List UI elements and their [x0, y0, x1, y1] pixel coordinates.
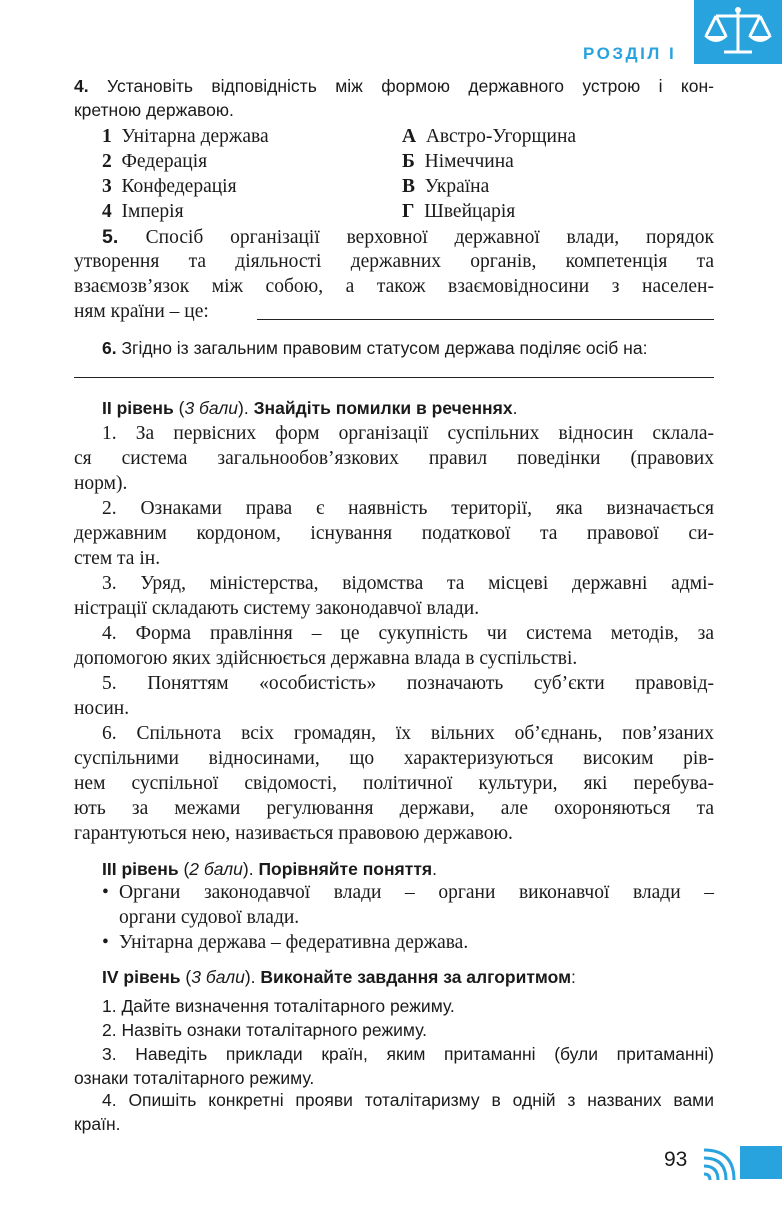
- level2-s5-line2: носин.: [74, 698, 130, 719]
- level2-s6-line2: суспільними відносинами, що характеризуються високим рів-: [74, 748, 714, 769]
- level2-s1-line1: 1. За первісних форм організації суспільних відносин склала-: [102, 423, 714, 444]
- task4-line1: 4. Установіть відповідність між формою державного устрою і кон-: [74, 76, 714, 96]
- level4-item-4-line1: 4. Опишіть конкретні прояви тоталітаризму в одній з названих вами: [102, 1090, 714, 1110]
- level2-s6-line4: ють за межами регулювання держави, але охороняються та: [74, 798, 714, 819]
- level2-s5-line1: 5. Поняттям «особистість» позначають суб’єкти правовід-: [102, 673, 714, 694]
- task6-line: 6. Згідно із загальним правовим статусом держава поділяє осіб на:: [102, 338, 648, 358]
- level2-s1-line2: ся система загальнообов’язкових правил поведінки (правових: [74, 448, 714, 469]
- page-number: 93: [664, 1148, 688, 1171]
- match-left-1: 1 Унітарна держава: [102, 126, 269, 147]
- match-left-2: 2 Федерація: [102, 151, 208, 172]
- match-right-b: Б Німеччина: [402, 151, 514, 172]
- task5-answer-line[interactable]: [257, 319, 714, 320]
- signal-waves-icon: [700, 1144, 744, 1180]
- level2-s2-line2: державним кордоном, існування податкової та правової си-: [74, 523, 714, 544]
- level2-s3-line2: ністрації складають систему законодавчої влади.: [74, 598, 480, 619]
- task5-line1: 5. Спосіб організації верховної державної влади, порядок: [102, 226, 714, 248]
- level3-b2-line1: Унітарна держава – федеративна держава.: [119, 932, 469, 953]
- level4-item-4-line2: країн.: [74, 1114, 121, 1134]
- level2-s2-line1: 2. Ознаками права є наявність території, яка визначається: [102, 498, 714, 519]
- footer-accent-bar: [740, 1146, 782, 1179]
- level2-s4-line2: допомогою яких здійснюється державна влада в суспільстві.: [74, 648, 578, 669]
- task5-line3: взаємозв’язок між собою, а також взаємовідносини з населен-: [74, 276, 714, 297]
- level2-s3-line1: 3. Уряд, міністерства, відомства та місцеві державні адмі-: [102, 573, 714, 594]
- match-right-c: В Україна: [402, 176, 490, 197]
- level3-b1-line1: Органи законодавчої влади – органи виконавчої влади –: [119, 882, 714, 903]
- level2-s6-line1: 6. Спільнота всіх громадян, їх вільних об’єднань, пов’язаних: [102, 723, 714, 744]
- level2-s1-line3: норм).: [74, 473, 128, 494]
- match-left-4: 4 Імперія: [102, 201, 184, 222]
- level4-heading: IV рівень (3 бали). Виконайте завдання за алгоритмом:: [102, 967, 576, 987]
- task5-line2: утворення та діяльності державних органів, компетенція та: [74, 251, 714, 272]
- task5-line4: ням країни – це:: [74, 301, 209, 322]
- match-right-d: Г Швейцарія: [402, 201, 516, 222]
- section-label: РОЗДІЛ I: [583, 44, 677, 63]
- level4-item-1: 1. Дайте визначення тоталітарного режиму.: [102, 996, 455, 1016]
- match-right-a: А Австро-Угорщина: [402, 126, 577, 147]
- match-left-3: 3 Конфедерація: [102, 176, 237, 197]
- task4-line2: кретною державою.: [74, 100, 234, 120]
- level4-item-2: 2. Назвіть ознаки тоталітарного режиму.: [102, 1020, 428, 1040]
- task6-answer-line[interactable]: [74, 377, 714, 378]
- level2-s6-line3: нем суспільної свідомості, політичної культури, які перебува-: [74, 773, 714, 794]
- level3-heading: III рівень (2 бали). Порівняйте поняття.: [102, 859, 437, 879]
- level2-heading: II рівень (3 бали). Знайдіть помилки в реченнях.: [102, 398, 518, 418]
- header-corner-block: [694, 0, 782, 64]
- level3-bullet-2: •: [102, 932, 109, 953]
- level2-s6-line5: гарантуються нею, називається правовою державою.: [74, 823, 513, 844]
- level3-bullet-1: •: [102, 882, 109, 903]
- level2-s2-line3: стем та ін.: [74, 548, 161, 569]
- scales-icon: [694, 0, 782, 64]
- level3-b1-line2: органи судової влади.: [119, 907, 300, 928]
- level4-item-3-line1: 3. Наведіть приклади країн, яким притаманні (були притаманні): [102, 1044, 714, 1064]
- level4-item-3-line2: ознаки тоталітарного режиму.: [74, 1068, 315, 1088]
- level2-s4-line1: 4. Форма правління – це сукупність чи система методів, за: [102, 623, 714, 644]
